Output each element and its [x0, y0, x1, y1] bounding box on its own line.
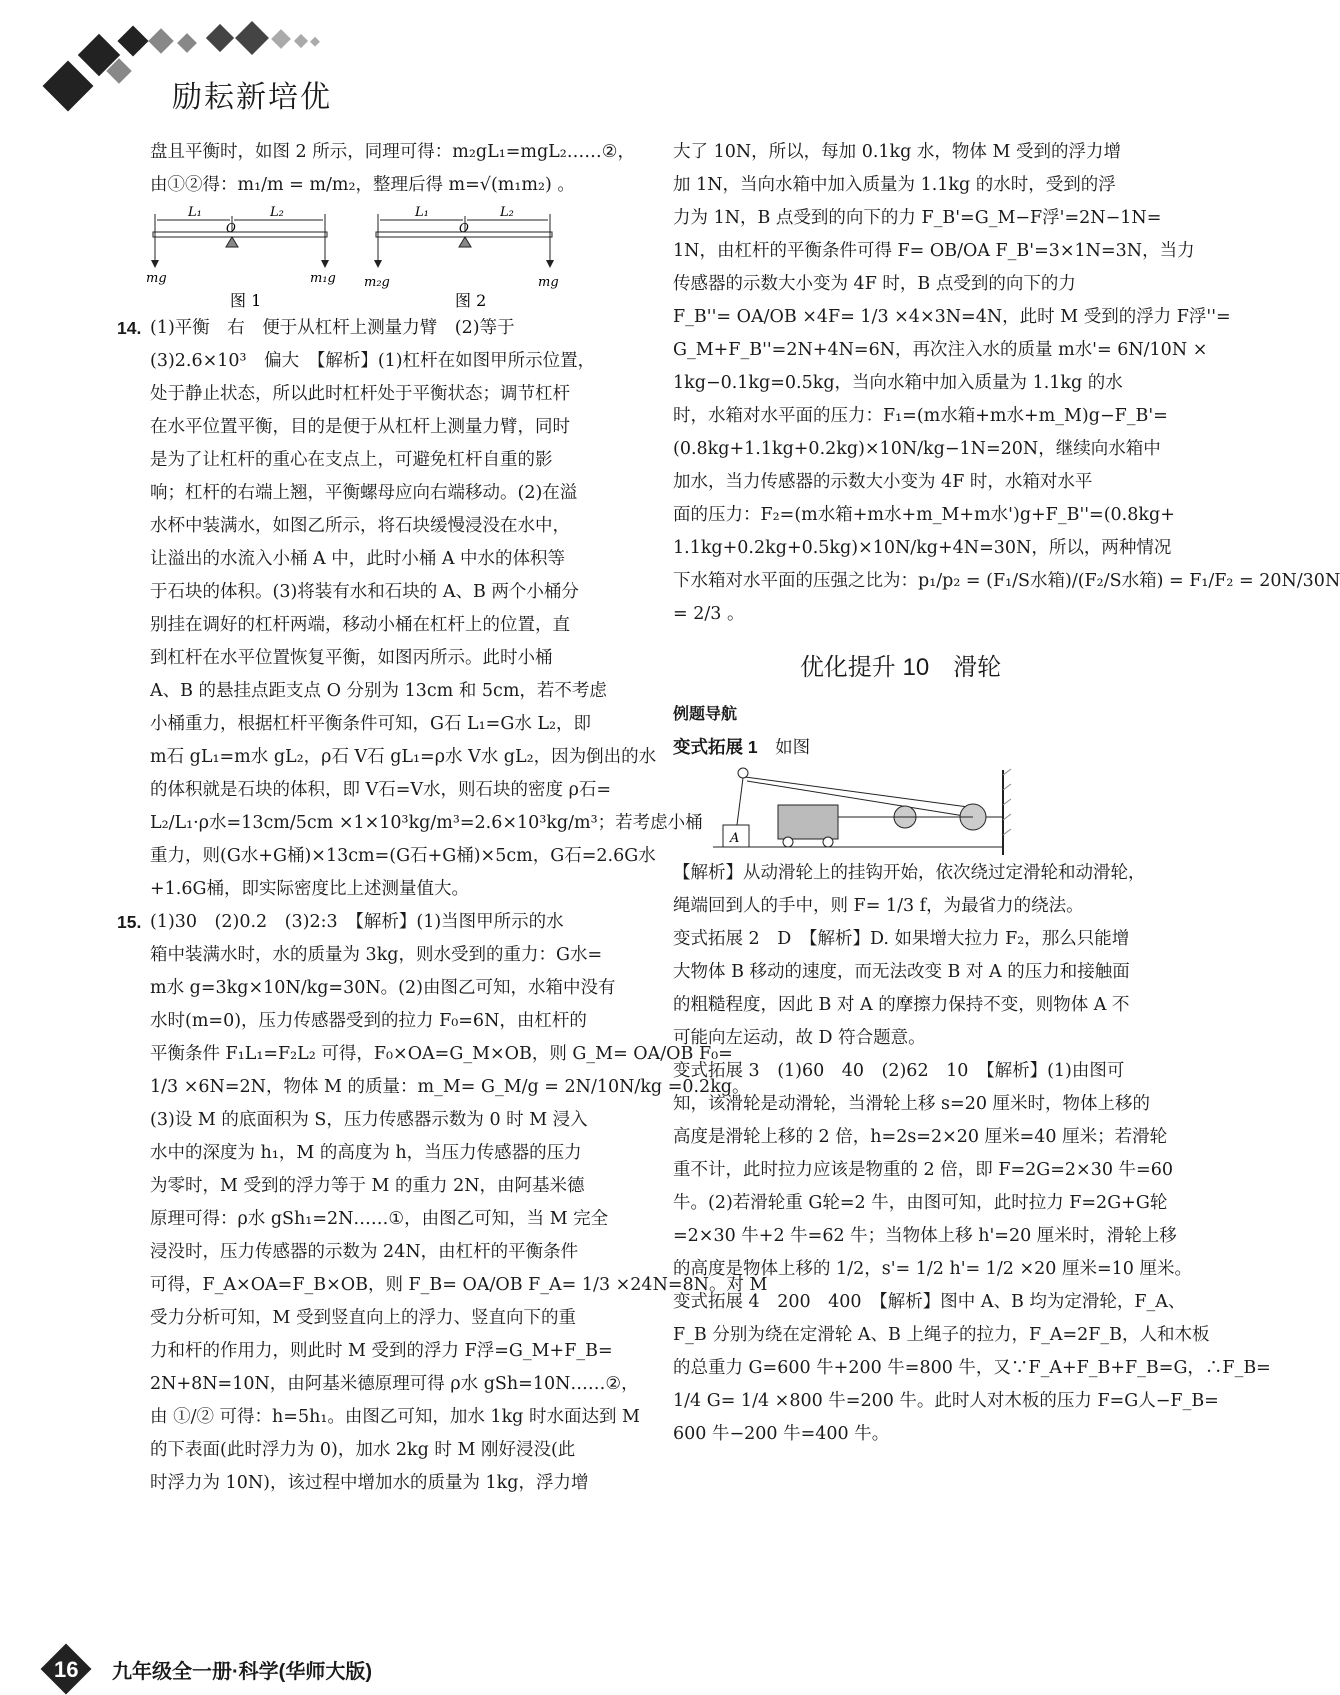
q15-line: 为零时，M 受到的浮力等于 M 的重力 2N，由阿基米德: [150, 1176, 585, 1196]
q15-line: 平衡条件 F₁L₁=F₂L₂ 可得，F₀×OA=G_M×OB，则 G_M= OA/OB F₀=: [150, 1044, 733, 1064]
text-line: 下水箱对水平面的压强之比为：p₁/p₂ = (F₁/S水箱)/(F₂/S水箱) = F₁/F₂ = 20N/30N: [673, 571, 1340, 591]
text-line: 面的压力：F₂=(m水箱+m水+m_M+m水')g+F_B''=(0.8kg+: [673, 505, 1175, 525]
q15-line: (1)30 (2)0.2 (3)2:3 【解析】(1)当图甲所示的水: [150, 912, 564, 932]
example-1-analysis-line: 【解析】从动滑轮上的挂钩开始，依次绕过定滑轮和动滑轮，: [673, 863, 1146, 883]
q14-line: 小桶重力，根据杠杆平衡条件可知，G石 L₁=G水 L₂，即: [150, 714, 592, 734]
q14-line: +1.6G桶，即实际密度比上述测量值大。: [150, 879, 469, 899]
fig1-L2: L₂: [270, 205, 284, 220]
q14-line: 的体积就是石块的体积，即 V石=V水，则石块的密度 ρ石=: [150, 780, 612, 800]
example-3-line: 知，该滑轮是动滑轮，当滑轮上移 s=20 厘米时，物体上移的: [673, 1094, 1151, 1114]
q15-line: 2N+8N=10N，由阿基米德原理可得 ρ水 gSh=10N……②，: [150, 1374, 639, 1394]
q15-line: m水 g=3kg×10N/kg=30N。(2)由图乙可知，水箱中没有: [150, 978, 616, 998]
q14-line: (3)2.6×10³ 偏大 【解析】(1)杠杆在如图甲所示位置，: [150, 351, 596, 371]
text-line: 盘且平衡时，如图 2 所示，同理可得：m₂gL₁=mgL₂……②，: [150, 142, 635, 162]
example-4-line: 600 牛−200 牛=400 牛。: [673, 1424, 890, 1444]
q15-line: 浸没时，压力传感器的示数为 24N，由杠杆的平衡条件: [150, 1242, 579, 1262]
q15-line: 的下表面(此时浮力为 0)，加水 2kg 时 M 刚好浸没(此: [150, 1440, 576, 1460]
text-line: 加水，当力传感器的示数大小变为 4F 时，水箱对水平: [673, 472, 1093, 492]
q14-line: 让溢出的水流入小桶 A 中，此时小桶 A 中水的体积等: [150, 549, 566, 569]
text-line: 时，水箱对水平面的压力：F₁=(m水箱+m水+m_M)g−F_B'=: [673, 406, 1168, 426]
example-2-line: 大物体 B 移动的速度，而无法改变 B 对 A 的压力和接触面: [673, 962, 1130, 982]
example-4-line: 变式拓展 4 200 400 【解析】图中 A、B 均为定滑轮，F_A、: [673, 1292, 1186, 1312]
fig1-left-force: mg: [146, 271, 167, 286]
q14-line: m石 gL₁=m水 gL₂，ρ石 V石 gL₁=ρ水 V水 gL₂，因为倒出的水: [150, 747, 657, 767]
text-line: G_M+F_B''=2N+4N=6N，再次注入水的质量 m水'= 6N/10N ×: [673, 340, 1208, 360]
text-line: (0.8kg+1.1kg+0.2kg)×10N/kg−1N=20N，继续向水箱中: [673, 439, 1161, 459]
page-number-badge: [40, 1647, 92, 1695]
text-line: 由①②得：m₁/m = m/m₂，整理后得 m=√(m₁m₂) 。: [150, 175, 575, 195]
q14-line: 别挂在调好的杠杆两端，移动小桶在杠杆上的位置，直: [150, 615, 570, 635]
fig1-right-force: m₁g: [310, 271, 336, 286]
question-15: [117, 906, 768, 1500]
example-1-text: 如图: [775, 738, 811, 758]
example-1: [673, 731, 1128, 765]
page-number: 16: [54, 1657, 79, 1682]
q15-line: 箱中装满水时，水的质量为 3kg，则水受到的重力：G水=: [150, 945, 603, 965]
example-2-line: 变式拓展 2 D 【解析】D. 如果增大拉力 F₂，那么只能增: [673, 929, 1130, 949]
q14-number: 14.: [117, 318, 142, 338]
q14-line: 水杯中装满水，如图乙所示，将石块缓慢浸没在水中，: [150, 516, 570, 536]
example-3-line: 变式拓展 3 (1)60 40 (2)62 10 【解析】(1)由图可: [673, 1061, 1125, 1081]
text-line: 1.1kg+0.2kg+0.5kg)×10N/kg+4N=30N，所以，两种情况: [673, 538, 1172, 558]
text-line: 加 1N，当向水箱中加入质量为 1.1kg 的水时，受到的浮: [673, 175, 1116, 195]
text-line: 大了 10N，所以，每加 0.1kg 水，物体 M 受到的浮力增: [673, 142, 1121, 162]
q15-line: 1/3 ×6N=2N，物体 M 的质量：m_M= G_M/g = 2N/10N/kg =0.2kg。: [150, 1077, 750, 1097]
lever-figures: [146, 202, 595, 312]
q14-line: 处于静止状态，所以此时杠杆处于平衡状态；调节杠杆: [150, 384, 570, 404]
example-1-analysis-line: 绳端回到人的手中，则 F= 1/3 f，为最省力的绕法。: [673, 896, 1084, 916]
fig2-O: O: [459, 221, 469, 235]
q14-line: (1)平衡 右 便于从杠杆上测量力臂 (2)等于: [150, 318, 515, 338]
text-line: = 2/3 。: [673, 604, 745, 624]
q15-line: 原理可得：ρ水 gSh₁=2N……①，由图乙可知，当 M 完全: [150, 1209, 609, 1229]
q14-line: 到杠杆在水平位置恢复平衡，如图丙所示。此时小桶: [150, 648, 553, 668]
q14-line: 在水平位置平衡，目的是便于从杠杆上测量力臂，同时: [150, 417, 570, 437]
section-title: 优化提升 10 滑轮: [799, 654, 1002, 681]
right-column: [673, 136, 1340, 1451]
q15-number: 15.: [117, 912, 142, 932]
fig2-left-force: m₂g: [364, 275, 390, 290]
example-4-line: 的总重力 G=600 牛+200 牛=800 牛，又∵F_A+F_B+F_B=G，∴F_B=: [673, 1358, 1271, 1378]
fig1-O: O: [226, 221, 236, 235]
fig1-L1: L₁: [188, 205, 202, 220]
text-line: 1N，由杠杆的平衡条件可得 F= OB/OA F_B'=3×1N=3N，当力: [673, 241, 1195, 261]
example-3-line: 重不计，此时拉力应该是物重的 2 倍，即 F=2G=2×30 牛=60: [673, 1160, 1173, 1180]
q14-line: 于石块的体积。(3)将装有水和石块的 A、B 两个小桶分: [150, 582, 579, 602]
footer-book-title: 九年级全一册·科学(华师大版): [112, 1661, 372, 1683]
q15-line: 受力分析可知，M 受到竖直向上的浮力、竖直向下的重: [150, 1308, 576, 1328]
example-4-line: 1/4 G= 1/4 ×800 牛=200 牛。此时人对木板的压力 F=G人−F_B=: [673, 1391, 1219, 1411]
q15-line: 由 ①/② 可得：h=5h₁。由图乙可知，加水 1kg 时水面达到 M: [150, 1407, 640, 1427]
q15-line: 可得，F_A×OA=F_B×OB，则 F_B= OA/OB F_A= 1/3 ×24N=8N。对 M: [150, 1275, 768, 1295]
q15-line: 力和杆的作用力，则此时 M 受到的浮力 F浮=G_M+F_B=: [150, 1341, 613, 1361]
example-3-line: 的高度是物体上移的 1/2，s'= 1/2 h'= 1/2 ×20 厘米=10 厘米。: [673, 1259, 1192, 1279]
q14-line: A、B 的悬挂点距支点 O 分别为 13cm 和 5cm，若不考虑: [150, 681, 607, 701]
fig2-right-force: mg: [538, 275, 559, 290]
fig1-caption: 图 1: [230, 291, 262, 310]
q15-line: 时浮力为 10N)，该过程中增加水的质量为 1kg，浮力增: [150, 1473, 589, 1493]
q14-line: 重力，则(G水+G桶)×13cm=(G石+G桶)×5cm，G石=2.6G水: [150, 846, 656, 866]
example-4-line: F_B 分别为绕在定滑轮 A、B 上绳子的拉力，F_A=2F_B，人和木板: [673, 1325, 1210, 1345]
example-2-line: 的粗糙程度，因此 B 对 A 的摩擦力保持不变，则物体 A 不: [673, 995, 1130, 1015]
q15-line: (3)设 M 的底面积为 S，压力传感器示数为 0 时 M 浸入: [150, 1110, 588, 1130]
q15-line: 水中的深度为 h₁，M 的高度为 h，当压力传感器的压力: [150, 1143, 582, 1163]
text-line: 力为 1N，B 点受到的向下的力 F_B'=G_M−F浮'=2N−1N=: [673, 208, 1162, 228]
fig2-L1: L₁: [415, 205, 429, 220]
q15-line: 水时(m=0)，压力传感器受到的拉力 F₀=6N，由杠杆的: [150, 1011, 587, 1031]
block-A-label: A: [730, 831, 740, 846]
text-line: 1kg−0.1kg=0.5kg，当向水箱中加入质量为 1.1kg 的水: [673, 373, 1123, 393]
pulley-figure: [673, 765, 1128, 857]
example-3-line: =2×30 牛+2 牛=62 牛；当物体上移 h'=20 厘米时，滑轮上移: [673, 1226, 1177, 1246]
example-1-label: 变式拓展 1: [673, 737, 758, 757]
text-line: F_B''= OA/OB ×4F= 1/3 ×4×3N=4N，此时 M 受到的浮力 F浮''=: [673, 307, 1231, 327]
q14-line: 是为了让杠杆的重心在支点上，可避免杠杆自重的影: [150, 450, 553, 470]
example-3-line: 高度是滑轮上移的 2 倍，h=2s=2×20 厘米=40 厘米；若滑轮: [673, 1127, 1168, 1147]
example-2-line: 可能向左运动，故 D 符合题意。: [673, 1028, 926, 1048]
text-line: 传感器的示数大小变为 4F 时，B 点受到的向下的力: [673, 274, 1076, 294]
question-14: [117, 312, 703, 906]
fig2-caption: 图 2: [455, 291, 487, 310]
brand-title: 励耘新培优: [172, 80, 332, 115]
example-3-line: 牛。(2)若滑轮重 G轮=2 牛，由图可知，此时拉力 F=2G+G轮: [673, 1193, 1168, 1213]
q14-line: L₂/L₁·ρ水=13cm/5cm ×1×10³kg/m³=2.6×10³kg/m³；若考虑小桶: [150, 813, 703, 833]
guide-heading: 例题导航: [673, 706, 738, 723]
q14-line: 响；杠杆的右端上翘，平衡螺母应向右端移动。(2)在溢: [150, 483, 578, 503]
fig2-L2: L₂: [500, 205, 514, 220]
